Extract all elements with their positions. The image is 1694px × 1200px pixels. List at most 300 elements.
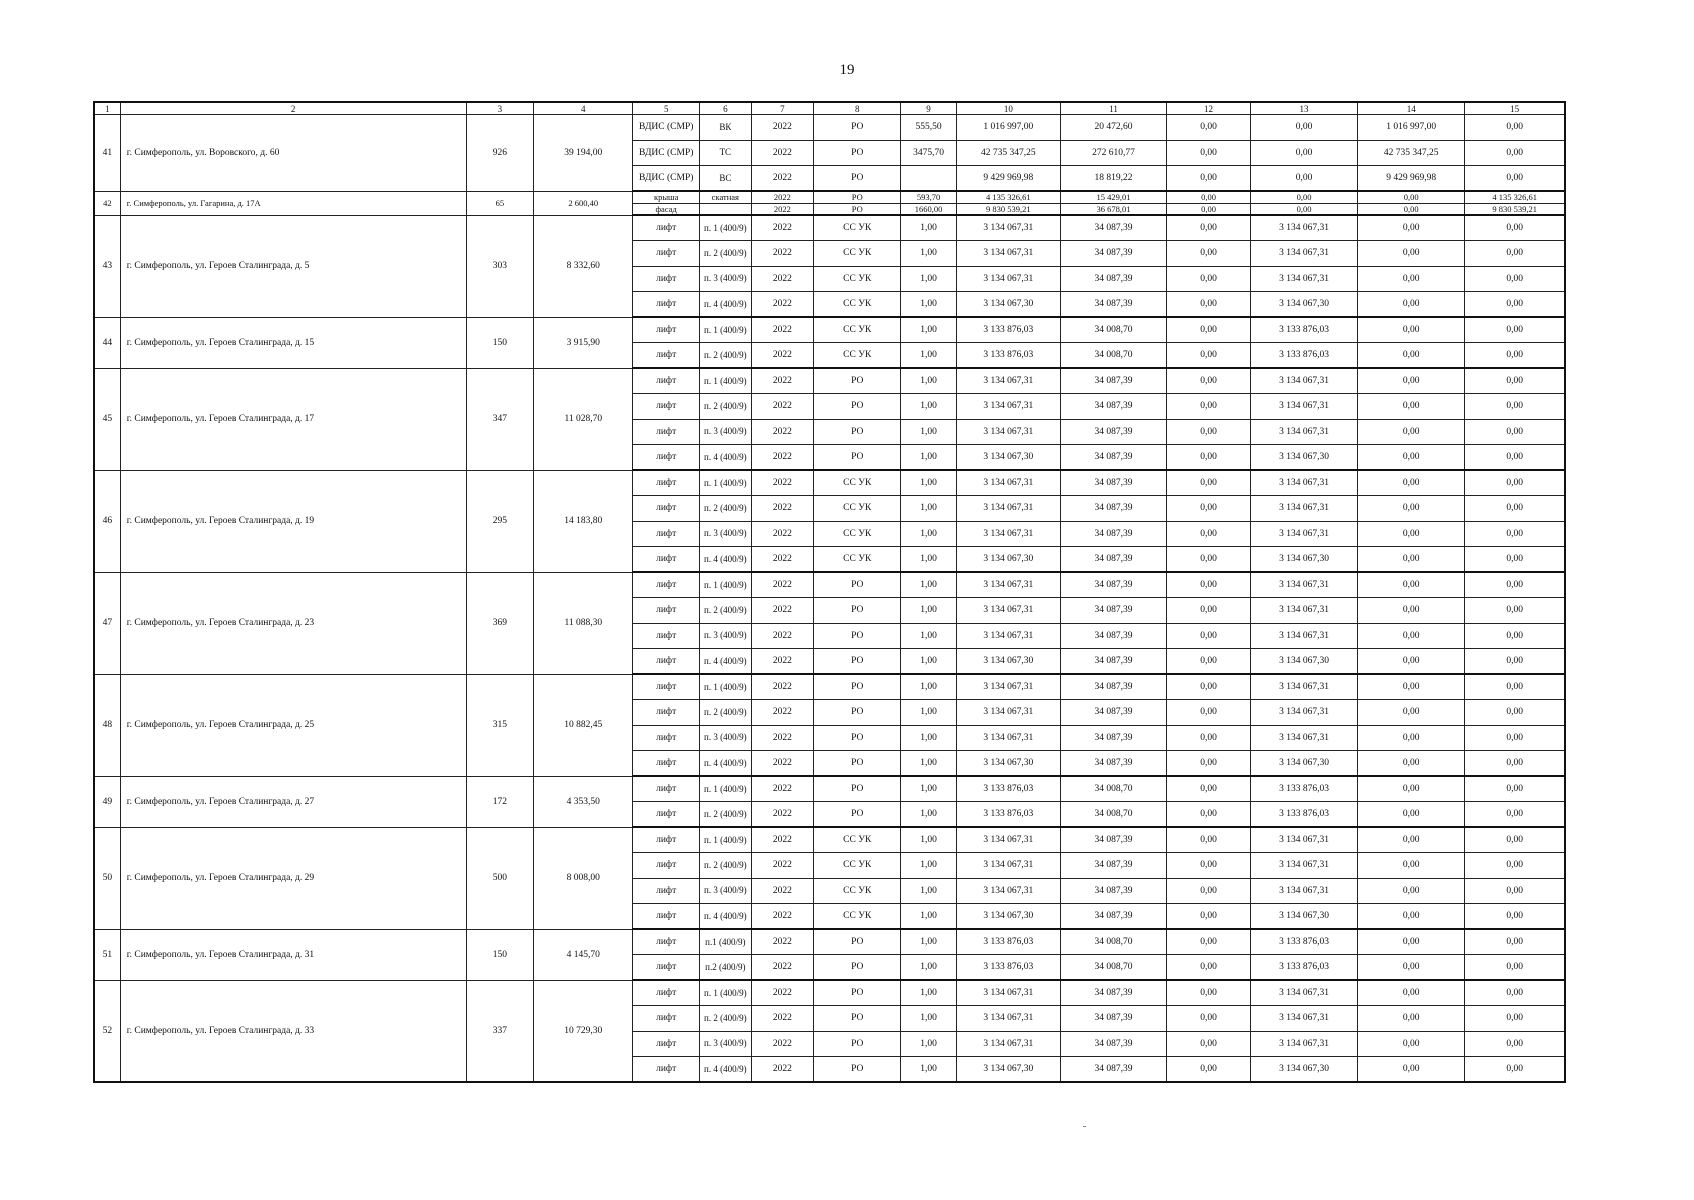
cost-total-cell: 1 016 997,00 — [956, 115, 1060, 141]
owner-funds-cell: 3 134 067,31 — [1250, 419, 1357, 445]
address-cell: г. Симферополь, ул. Героев Сталинграда, д. 27 — [120, 776, 466, 827]
cost-unit-cell: 34 087,39 — [1060, 1006, 1166, 1032]
funding-source-cell: РО — [814, 368, 901, 394]
subtype-cell: п. 3 (400/9) — [700, 878, 752, 904]
year-cell: 2022 — [751, 292, 814, 318]
element-cell: лифт — [633, 1031, 700, 1057]
cost-unit-cell: 34 087,39 — [1060, 674, 1166, 700]
volume-cell: 1,00 — [901, 751, 957, 777]
year-cell: 2022 — [751, 725, 814, 751]
volume-cell: 1,00 — [901, 470, 957, 496]
cost-total-cell: 3 134 067,30 — [956, 445, 1060, 471]
other-funds-cell: 9 830 539,21 — [1465, 203, 1565, 215]
ro-funds-cell: 0,00 — [1358, 751, 1465, 777]
element-cell: ВДИС (СМР) — [633, 140, 700, 166]
budget-cell: 0,00 — [1167, 598, 1251, 624]
ro-funds-cell: 0,00 — [1358, 343, 1465, 369]
cost-unit-cell: 34 087,39 — [1060, 445, 1166, 471]
element-cell: лифт — [633, 266, 700, 292]
other-funds-cell: 0,00 — [1465, 1057, 1565, 1083]
subtype-cell: п. 2 (400/9) — [700, 394, 752, 420]
subtype-cell: ТС — [700, 140, 752, 166]
residents-cell: 369 — [466, 572, 534, 674]
funding-source-cell: РО — [814, 623, 901, 649]
cost-total-cell: 3 134 067,30 — [956, 649, 1060, 675]
row-number-cell: 52 — [94, 980, 120, 1082]
other-funds-cell: 0,00 — [1465, 521, 1565, 547]
table-row — [94, 674, 1565, 700]
element-cell: лифт — [633, 674, 700, 700]
table-row — [94, 572, 1565, 598]
owner-funds-cell: 3 134 067,31 — [1250, 853, 1357, 879]
ro-funds-cell: 0,00 — [1358, 725, 1465, 751]
residents-cell: 172 — [466, 776, 534, 827]
volume-cell: 1,00 — [901, 419, 957, 445]
cost-unit-cell: 272 610,77 — [1060, 140, 1166, 166]
volume-cell: 1,00 — [901, 368, 957, 394]
budget-cell: 0,00 — [1167, 140, 1251, 166]
volume-cell: 1,00 — [901, 878, 957, 904]
row-number-cell: 44 — [94, 317, 120, 368]
subtype-cell: п. 2 (400/9) — [700, 496, 752, 522]
year-cell: 2022 — [751, 878, 814, 904]
subtype-cell: скатная — [700, 191, 752, 203]
residents-cell: 150 — [466, 317, 534, 368]
volume-cell: 1,00 — [901, 547, 957, 573]
ro-funds-cell: 0,00 — [1358, 700, 1465, 726]
volume-cell: 1,00 — [901, 266, 957, 292]
cost-unit-cell: 34 087,39 — [1060, 419, 1166, 445]
year-cell: 2022 — [751, 215, 814, 241]
ro-funds-cell: 0,00 — [1358, 394, 1465, 420]
other-funds-cell: 0,00 — [1465, 572, 1565, 598]
volume-cell: 3475,70 — [901, 140, 957, 166]
funding-source-cell: РО — [814, 572, 901, 598]
other-funds-cell: 0,00 — [1465, 419, 1565, 445]
subtype-cell: п.1 (400/9) — [700, 929, 752, 955]
subtype-cell: п. 2 (400/9) — [700, 598, 752, 624]
budget-cell: 0,00 — [1167, 853, 1251, 879]
element-cell: ВДИС (СМР) — [633, 166, 700, 192]
subtype-cell: п. 1 (400/9) — [700, 674, 752, 700]
table-row — [94, 215, 1565, 241]
funding-source-cell: СС УК — [814, 266, 901, 292]
cost-total-cell: 3 134 067,31 — [956, 521, 1060, 547]
cost-unit-cell: 34 087,39 — [1060, 1031, 1166, 1057]
element-cell: лифт — [633, 725, 700, 751]
subtype-cell: п. 3 (400/9) — [700, 419, 752, 445]
funding-source-cell: РО — [814, 700, 901, 726]
cost-total-cell: 3 134 067,31 — [956, 623, 1060, 649]
volume-cell: 1,00 — [901, 904, 957, 930]
year-cell: 2022 — [751, 368, 814, 394]
scan-mark — [1083, 1126, 1086, 1127]
year-cell: 2022 — [751, 929, 814, 955]
ro-funds-cell: 1 016 997,00 — [1358, 115, 1465, 141]
residents-cell: 347 — [466, 368, 534, 470]
cost-total-cell: 42 735 347,25 — [956, 140, 1060, 166]
residents-cell: 500 — [466, 827, 534, 929]
other-funds-cell: 0,00 — [1465, 674, 1565, 700]
year-cell: 2022 — [751, 598, 814, 624]
table-row — [94, 470, 1565, 496]
owner-funds-cell: 3 134 067,30 — [1250, 547, 1357, 573]
column-header-5: 5 — [633, 102, 700, 115]
owner-funds-cell: 0,00 — [1250, 203, 1357, 215]
element-cell: лифт — [633, 878, 700, 904]
funding-source-cell: РО — [814, 394, 901, 420]
cost-unit-cell: 34 008,70 — [1060, 317, 1166, 343]
row-number-cell: 43 — [94, 215, 120, 317]
ro-funds-cell: 0,00 — [1358, 598, 1465, 624]
residents-cell: 337 — [466, 980, 534, 1082]
owner-funds-cell: 3 133 876,03 — [1250, 929, 1357, 955]
year-cell: 2022 — [751, 904, 814, 930]
element-cell: ВДИС (СМР) — [633, 115, 700, 141]
owner-funds-cell: 3 134 067,31 — [1250, 215, 1357, 241]
element-cell: лифт — [633, 292, 700, 318]
cost-unit-cell: 34 087,39 — [1060, 827, 1166, 853]
ro-funds-cell: 0,00 — [1358, 674, 1465, 700]
cost-total-cell: 9 830 539,21 — [956, 203, 1060, 215]
subtype-cell: п. 3 (400/9) — [700, 1031, 752, 1057]
owner-funds-cell: 3 134 067,30 — [1250, 904, 1357, 930]
cost-total-cell: 3 134 067,31 — [956, 827, 1060, 853]
funding-source-cell: РО — [814, 751, 901, 777]
budget-cell: 0,00 — [1167, 980, 1251, 1006]
owner-funds-cell: 3 133 876,03 — [1250, 802, 1357, 828]
funding-source-cell: СС УК — [814, 470, 901, 496]
element-cell: лифт — [633, 470, 700, 496]
other-funds-cell: 0,00 — [1465, 343, 1565, 369]
cost-unit-cell: 34 087,39 — [1060, 266, 1166, 292]
other-funds-cell: 0,00 — [1465, 649, 1565, 675]
volume-cell: 1,00 — [901, 1006, 957, 1032]
year-cell: 2022 — [751, 470, 814, 496]
element-cell: лифт — [633, 343, 700, 369]
year-cell: 2022 — [751, 751, 814, 777]
budget-cell: 0,00 — [1167, 623, 1251, 649]
element-cell: лифт — [633, 623, 700, 649]
budget-cell: 0,00 — [1167, 266, 1251, 292]
subtype-cell: п. 2 (400/9) — [700, 700, 752, 726]
funding-source-cell: СС УК — [814, 521, 901, 547]
element-cell: лифт — [633, 700, 700, 726]
ro-funds-cell: 0,00 — [1358, 1031, 1465, 1057]
cost-unit-cell: 34 087,39 — [1060, 980, 1166, 1006]
element-cell: лифт — [633, 827, 700, 853]
element-cell: лифт — [633, 521, 700, 547]
cost-total-cell: 3 134 067,31 — [956, 980, 1060, 1006]
other-funds-cell: 0,00 — [1465, 445, 1565, 471]
owner-funds-cell: 3 134 067,31 — [1250, 623, 1357, 649]
cost-total-cell: 3 134 067,31 — [956, 419, 1060, 445]
ro-funds-cell: 0,00 — [1358, 368, 1465, 394]
address-cell: г. Симферополь, ул. Героев Сталинграда, д. 19 — [120, 470, 466, 572]
year-cell: 2022 — [751, 115, 814, 141]
element-cell: лифт — [633, 802, 700, 828]
cost-unit-cell: 34 087,39 — [1060, 751, 1166, 777]
volume-cell: 1,00 — [901, 955, 957, 981]
cost-total-cell: 3 134 067,31 — [956, 266, 1060, 292]
funding-source-cell: РО — [814, 203, 901, 215]
column-header-15: 15 — [1465, 102, 1565, 115]
budget-cell: 0,00 — [1167, 203, 1251, 215]
cost-unit-cell: 34 008,70 — [1060, 776, 1166, 802]
cost-total-cell: 3 134 067,31 — [956, 572, 1060, 598]
owner-funds-cell: 3 134 067,31 — [1250, 700, 1357, 726]
row-number-cell: 50 — [94, 827, 120, 929]
residents-cell: 65 — [466, 191, 534, 215]
budget-cell: 0,00 — [1167, 674, 1251, 700]
other-funds-cell: 0,00 — [1465, 776, 1565, 802]
row-number-cell: 49 — [94, 776, 120, 827]
owner-funds-cell: 3 133 876,03 — [1250, 317, 1357, 343]
funding-source-cell: СС УК — [814, 827, 901, 853]
owner-funds-cell: 3 134 067,30 — [1250, 1057, 1357, 1083]
owner-funds-cell: 3 134 067,31 — [1250, 368, 1357, 394]
other-funds-cell: 0,00 — [1465, 215, 1565, 241]
cost-total-cell: 3 134 067,31 — [956, 853, 1060, 879]
year-cell: 2022 — [751, 1057, 814, 1083]
budget-cell: 0,00 — [1167, 649, 1251, 675]
funding-source-cell: СС УК — [814, 292, 901, 318]
funding-source-cell: РО — [814, 725, 901, 751]
address-cell: г. Симферополь, ул. Героев Сталинграда, д. 31 — [120, 929, 466, 980]
year-cell: 2022 — [751, 649, 814, 675]
volume-cell: 1,00 — [901, 317, 957, 343]
ro-funds-cell: 0,00 — [1358, 470, 1465, 496]
cost-unit-cell: 34 087,39 — [1060, 521, 1166, 547]
cost-unit-cell: 15 429,01 — [1060, 191, 1166, 203]
budget-cell: 0,00 — [1167, 115, 1251, 141]
owner-funds-cell: 3 134 067,31 — [1250, 241, 1357, 267]
area-cell: 39 194,00 — [534, 115, 633, 192]
volume-cell: 1,00 — [901, 980, 957, 1006]
owner-funds-cell: 0,00 — [1250, 191, 1357, 203]
column-header-11: 11 — [1060, 102, 1166, 115]
budget-cell: 0,00 — [1167, 725, 1251, 751]
funding-source-cell: СС УК — [814, 241, 901, 267]
area-cell: 11 028,70 — [534, 368, 633, 470]
element-cell: лифт — [633, 955, 700, 981]
volume-cell: 1,00 — [901, 1057, 957, 1083]
volume-cell: 593,70 — [901, 191, 957, 203]
ro-funds-cell: 0,00 — [1358, 853, 1465, 879]
address-cell: г. Симферополь, ул. Героев Сталинграда, д. 29 — [120, 827, 466, 929]
element-cell: лифт — [633, 445, 700, 471]
year-cell: 2022 — [751, 496, 814, 522]
ro-funds-cell: 0,00 — [1358, 649, 1465, 675]
other-funds-cell: 0,00 — [1465, 827, 1565, 853]
other-funds-cell: 0,00 — [1465, 368, 1565, 394]
volume-cell: 1,00 — [901, 802, 957, 828]
ro-funds-cell: 0,00 — [1358, 215, 1465, 241]
cost-total-cell: 3 134 067,31 — [956, 394, 1060, 420]
subtype-cell: п. 4 (400/9) — [700, 649, 752, 675]
volume-cell: 1,00 — [901, 215, 957, 241]
year-cell: 2022 — [751, 827, 814, 853]
subtype-cell: п. 1 (400/9) — [700, 470, 752, 496]
budget-cell: 0,00 — [1167, 215, 1251, 241]
subtype-cell: п.2 (400/9) — [700, 955, 752, 981]
cost-unit-cell: 34 087,39 — [1060, 496, 1166, 522]
funding-source-cell: РО — [814, 140, 901, 166]
residents-cell: 303 — [466, 215, 534, 317]
cost-total-cell: 3 134 067,31 — [956, 470, 1060, 496]
owner-funds-cell: 3 134 067,31 — [1250, 980, 1357, 1006]
subtype-cell: п. 3 (400/9) — [700, 725, 752, 751]
ro-funds-cell: 0,00 — [1358, 980, 1465, 1006]
funding-source-cell: РО — [814, 955, 901, 981]
subtype-cell: п. 4 (400/9) — [700, 547, 752, 573]
subtype-cell: п. 3 (400/9) — [700, 266, 752, 292]
owner-funds-cell: 3 134 067,31 — [1250, 725, 1357, 751]
budget-cell: 0,00 — [1167, 470, 1251, 496]
volume-cell: 1,00 — [901, 700, 957, 726]
other-funds-cell: 0,00 — [1465, 725, 1565, 751]
cost-total-cell: 9 429 969,98 — [956, 166, 1060, 192]
other-funds-cell: 0,00 — [1465, 266, 1565, 292]
other-funds-cell: 0,00 — [1465, 241, 1565, 267]
ro-funds-cell: 0,00 — [1358, 572, 1465, 598]
owner-funds-cell: 3 134 067,30 — [1250, 649, 1357, 675]
subtype-cell: п. 2 (400/9) — [700, 853, 752, 879]
year-cell: 2022 — [751, 980, 814, 1006]
other-funds-cell: 0,00 — [1465, 547, 1565, 573]
funding-source-cell: РО — [814, 929, 901, 955]
year-cell: 2022 — [751, 1006, 814, 1032]
element-cell: лифт — [633, 1057, 700, 1083]
year-cell: 2022 — [751, 241, 814, 267]
subtype-cell — [700, 203, 752, 215]
budget-cell: 0,00 — [1167, 751, 1251, 777]
column-header-7: 7 — [751, 102, 814, 115]
other-funds-cell: 0,00 — [1465, 317, 1565, 343]
column-header-4: 4 — [534, 102, 633, 115]
volume-cell: 1,00 — [901, 649, 957, 675]
element-cell: лифт — [633, 241, 700, 267]
cost-unit-cell: 34 008,70 — [1060, 955, 1166, 981]
subtype-cell: п. 4 (400/9) — [700, 904, 752, 930]
owner-funds-cell: 3 134 067,31 — [1250, 827, 1357, 853]
year-cell: 2022 — [751, 623, 814, 649]
element-cell: лифт — [633, 419, 700, 445]
ro-funds-cell: 0,00 — [1358, 904, 1465, 930]
cost-total-cell: 3 134 067,31 — [956, 700, 1060, 726]
subtype-cell: п. 4 (400/9) — [700, 292, 752, 318]
volume-cell: 1,00 — [901, 496, 957, 522]
address-cell: г. Симферополь, ул. Героев Сталинграда, д. 33 — [120, 980, 466, 1082]
volume-cell: 1,00 — [901, 623, 957, 649]
residents-cell: 150 — [466, 929, 534, 980]
cost-unit-cell: 34 087,39 — [1060, 598, 1166, 624]
address-cell: г. Симферополь, ул. Героев Сталинграда, д. 17 — [120, 368, 466, 470]
owner-funds-cell: 3 134 067,31 — [1250, 674, 1357, 700]
column-header-1: 1 — [94, 102, 120, 115]
element-cell: лифт — [633, 649, 700, 675]
cost-total-cell: 3 134 067,31 — [956, 215, 1060, 241]
element-cell: лифт — [633, 751, 700, 777]
ro-funds-cell: 0,00 — [1358, 623, 1465, 649]
ro-funds-cell: 0,00 — [1358, 191, 1465, 203]
subtype-cell: п. 1 (400/9) — [700, 776, 752, 802]
cost-unit-cell: 34 087,39 — [1060, 241, 1166, 267]
table-body — [94, 115, 1565, 1083]
volume-cell: 1,00 — [901, 241, 957, 267]
subtype-cell: ВС — [700, 166, 752, 192]
budget-cell: 0,00 — [1167, 241, 1251, 267]
funding-source-cell: РО — [814, 802, 901, 828]
column-header-8: 8 — [814, 102, 901, 115]
table-row — [94, 827, 1565, 853]
subtype-cell: п. 4 (400/9) — [700, 1057, 752, 1083]
area-cell: 11 088,30 — [534, 572, 633, 674]
element-cell: лифт — [633, 904, 700, 930]
year-cell: 2022 — [751, 317, 814, 343]
column-header-3: 3 — [466, 102, 534, 115]
table-row — [94, 368, 1565, 394]
table-row — [94, 980, 1565, 1006]
cost-total-cell: 3 134 067,30 — [956, 751, 1060, 777]
other-funds-cell: 0,00 — [1465, 700, 1565, 726]
cost-unit-cell: 34 087,39 — [1060, 215, 1166, 241]
cost-unit-cell: 34 087,39 — [1060, 547, 1166, 573]
table-row — [94, 191, 1565, 203]
budget-cell: 0,00 — [1167, 419, 1251, 445]
year-cell: 2022 — [751, 394, 814, 420]
subtype-cell: п. 3 (400/9) — [700, 623, 752, 649]
page-number: 19 — [839, 62, 855, 78]
ro-funds-cell: 0,00 — [1358, 827, 1465, 853]
other-funds-cell: 0,00 — [1465, 802, 1565, 828]
cost-total-cell: 4 135 326,61 — [956, 191, 1060, 203]
owner-funds-cell: 3 134 067,31 — [1250, 1031, 1357, 1057]
address-cell: г. Симферополь, ул. Героев Сталинграда, д. 5 — [120, 215, 466, 317]
capital-repair-table — [93, 101, 1566, 1083]
funding-source-cell: РО — [814, 445, 901, 471]
budget-cell: 0,00 — [1167, 878, 1251, 904]
element-cell: лифт — [633, 215, 700, 241]
cost-total-cell: 3 133 876,03 — [956, 955, 1060, 981]
owner-funds-cell: 3 133 876,03 — [1250, 343, 1357, 369]
budget-cell: 0,00 — [1167, 955, 1251, 981]
funding-source-cell: РО — [814, 1057, 901, 1083]
ro-funds-cell: 0,00 — [1358, 496, 1465, 522]
row-number-cell: 48 — [94, 674, 120, 776]
area-cell: 8 332,60 — [534, 215, 633, 317]
cost-total-cell: 3 134 067,31 — [956, 1006, 1060, 1032]
ro-funds-cell: 0,00 — [1358, 445, 1465, 471]
year-cell: 2022 — [751, 343, 814, 369]
funding-source-cell: РО — [814, 598, 901, 624]
funding-source-cell: РО — [814, 1006, 901, 1032]
subtype-cell: п. 1 (400/9) — [700, 572, 752, 598]
other-funds-cell: 0,00 — [1465, 394, 1565, 420]
volume-cell: 1,00 — [901, 572, 957, 598]
cost-unit-cell: 34 087,39 — [1060, 700, 1166, 726]
area-cell: 14 183,80 — [534, 470, 633, 572]
funding-source-cell: СС УК — [814, 547, 901, 573]
owner-funds-cell: 3 134 067,31 — [1250, 1006, 1357, 1032]
other-funds-cell: 0,00 — [1465, 853, 1565, 879]
funding-source-cell: СС УК — [814, 878, 901, 904]
funding-source-cell: РО — [814, 776, 901, 802]
owner-funds-cell: 0,00 — [1250, 166, 1357, 192]
subtype-cell: п. 3 (400/9) — [700, 521, 752, 547]
owner-funds-cell: 3 134 067,31 — [1250, 598, 1357, 624]
column-header-14: 14 — [1358, 102, 1465, 115]
